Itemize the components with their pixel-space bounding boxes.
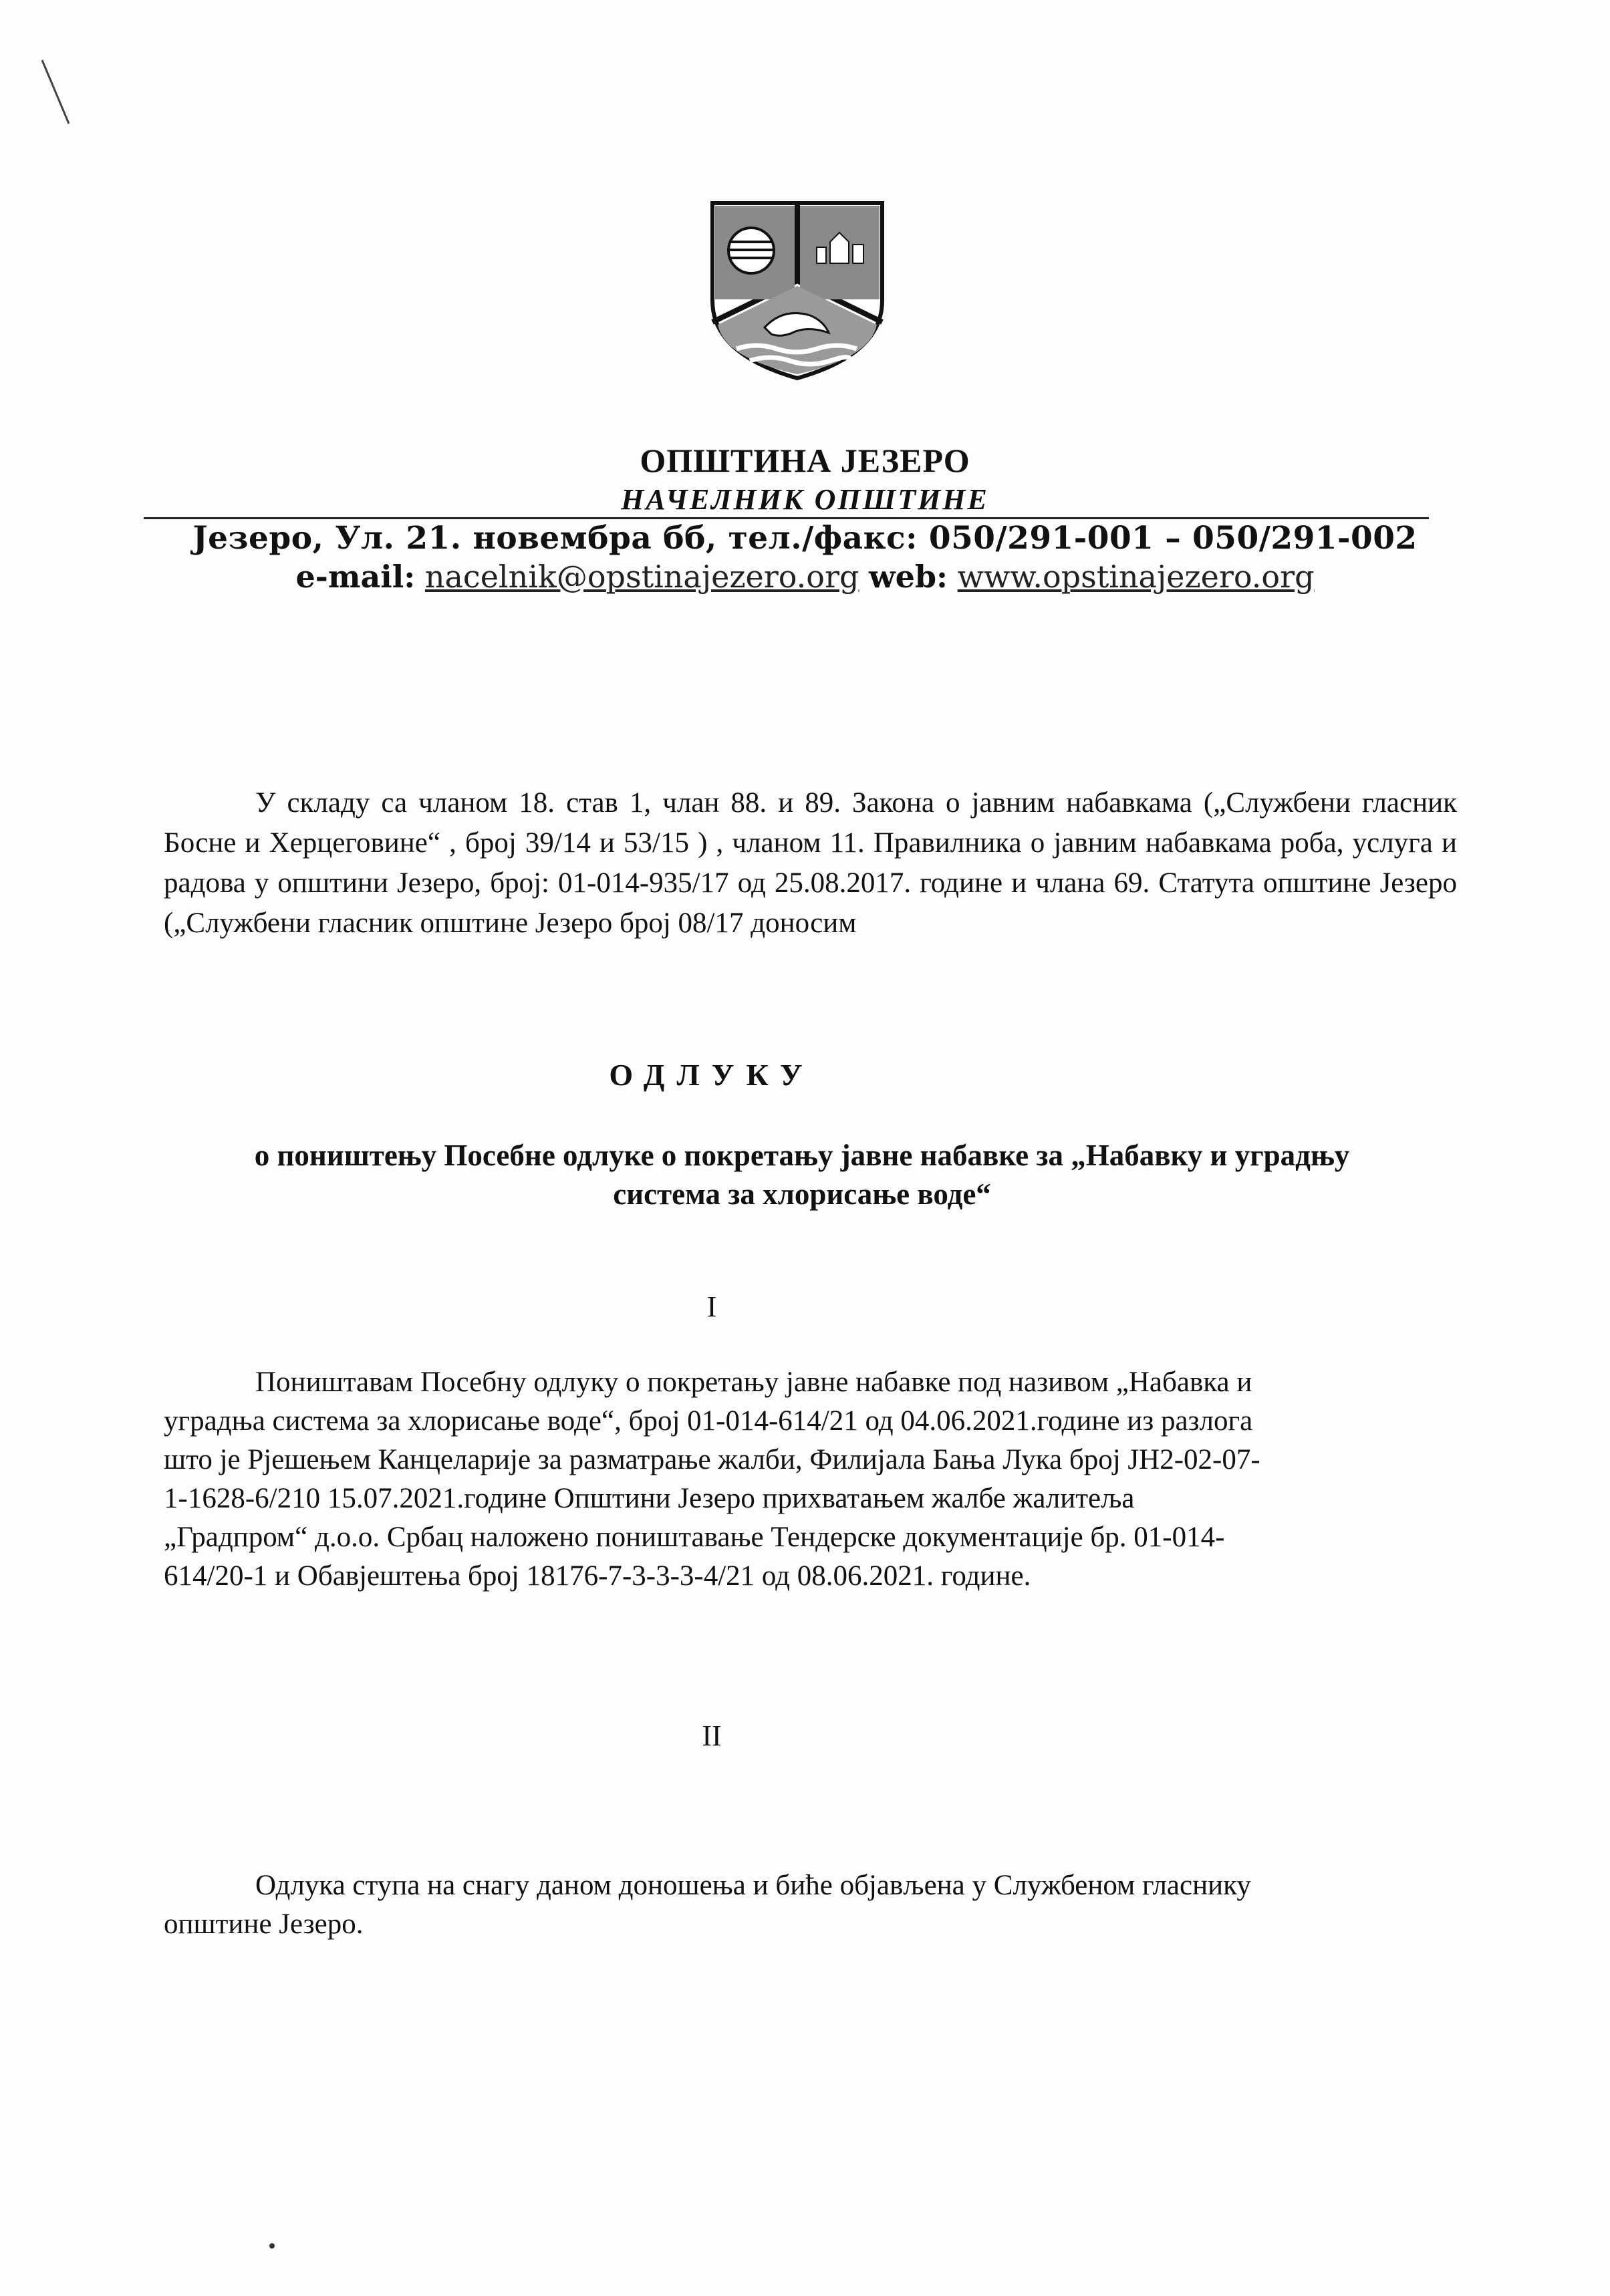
address-line: Језеро, Ул. 21. новембра бб, тел./факс: 050/291-001 – 050/291-002 bbox=[192, 520, 1418, 557]
paragraph-line: Одлука ступа на снагу даном доношења и биће објављена у Службеном гласнику bbox=[255, 1870, 1251, 1901]
section-number: II bbox=[702, 1719, 722, 1752]
contact-line bbox=[0, 559, 1610, 595]
intro-paragraph bbox=[164, 783, 1457, 944]
coat-of-arms-logo bbox=[710, 200, 885, 381]
section-paragraph bbox=[164, 1866, 1430, 1944]
paragraph-line: општине Језеро. bbox=[164, 1908, 364, 1940]
org-title: ОПШТИНА ЈЕЗЕРО bbox=[640, 442, 970, 479]
paragraph-line: уградња система за хлорисање воде“, број 01-014-614/21 од 04.06.2021.године из разлога bbox=[164, 1405, 1253, 1437]
org-subtitle: НАЧЕЛНИК ОПШТИНЕ bbox=[621, 483, 989, 516]
section-number: I bbox=[706, 1290, 717, 1323]
email-link[interactable]: nacelnik@opstinajezero.org bbox=[424, 559, 859, 595]
intro-text: У складу са чланом 18. став 1, члан 88. и 89. Закона о јавним набавкама („Службени гласник Босне и Херцеговине“ , број 39/14 и 53/15 ) , чланом 11. Правилника о јавним набавкама роба, услуга и радова у општини Језеро, број: 01-014-935/17 од 25.08.2017. године и члана 69. Статута општине Језеро („Службени гласник општине Језеро број 08/17 доносим bbox=[164, 787, 1457, 939]
section-paragraph bbox=[164, 1363, 1430, 1596]
paragraph-line: што је Рјешењем Канцеларије за разматрање жалби, Филијала Бања Лука број ЈН2-02-07- bbox=[164, 1444, 1260, 1475]
paragraph-line: 1-1628-6/210 15.07.2021.године Општини Језеро прихватањем жалбе жалитеља bbox=[164, 1483, 1135, 1514]
header-divider bbox=[144, 517, 1429, 519]
decision-subtitle-line: о поништењу Посебне одлуке о покретању јавне набавке за „Набавку и уградњу bbox=[254, 1139, 1350, 1172]
paragraph-line: Поништавам Посебну одлуку о покретању јавне набавке под називом „Набавка и bbox=[255, 1367, 1252, 1398]
email-label: e-mail: bbox=[295, 559, 416, 595]
web-link[interactable]: www.opstinajezero.org bbox=[957, 559, 1315, 595]
decision-title: ОДЛУКУ bbox=[609, 1058, 815, 1092]
scan-dot bbox=[269, 2243, 275, 2249]
paragraph-line: „Градпром“ д.о.о. Србац наложено поништавање Тендерске документације бр. 01-014- bbox=[164, 1522, 1225, 1553]
paragraph-line: 614/20-1 и Обавјештења број 18176-7-3-3-3-4/21 од 08.06.2021. године. bbox=[164, 1560, 1031, 1592]
decision-subtitle-line: система за хлорисање воде“ bbox=[613, 1177, 991, 1211]
scan-mark bbox=[37, 57, 77, 130]
web-label: web: bbox=[869, 559, 948, 595]
decision-subtitle bbox=[160, 1136, 1444, 1213]
